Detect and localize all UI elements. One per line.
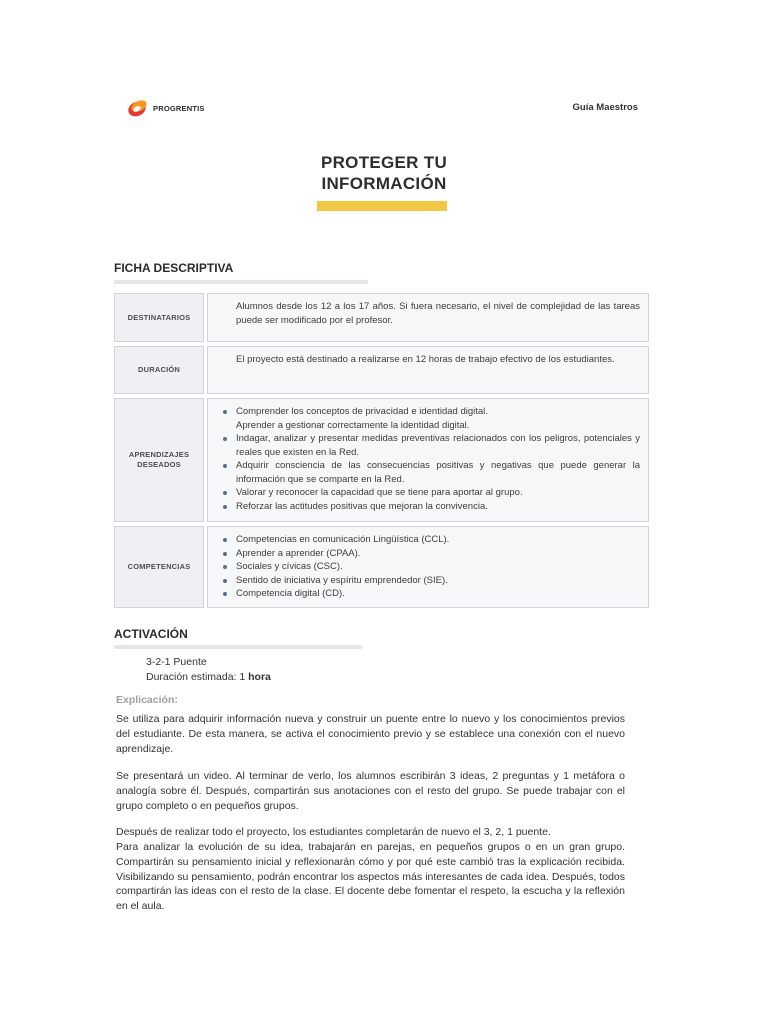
row-content: Alumnos desde los 12 a los 17 años. Si fuera necesario, el nivel de complejidad de las tareas puede ser modificado por el profesor.	[207, 293, 649, 342]
learning-goals-list	[220, 405, 640, 513]
bullet-icon	[223, 464, 227, 468]
explanation-label: Explicación:	[116, 694, 178, 706]
ficha-row-competencias	[114, 526, 649, 608]
bullet-icon	[223, 505, 227, 509]
list-item: Valorar y reconocer la capacidad que se tiene para aportar al grupo.	[220, 486, 640, 500]
row-content	[207, 398, 649, 522]
explanation-paragraph-1: Se utiliza para adquirir información nueva y construir un puente entre lo nuevo y los conocimientos previos del estudiante. De esta manera, se activa el conocimiento previo y se establece una conexión con el nuevo aprendizaje.	[116, 713, 625, 755]
ficha-row-destinatarios	[114, 293, 649, 342]
row-content: El proyecto está destinado a realizarse en 12 horas de trabajo efectivo de los estudiantes.	[207, 346, 649, 394]
row-label-line1: APRENDIZAJES	[128, 450, 190, 459]
bullet-icon	[223, 579, 227, 583]
ficha-row-aprendizajes	[114, 398, 649, 522]
activacion-heading: ACTIVACIÓN	[114, 627, 188, 641]
title-accent-bar	[317, 201, 447, 211]
page-header	[126, 96, 638, 122]
bullet-icon	[223, 565, 227, 569]
row-label-line2: DESEADOS	[137, 460, 181, 469]
list-item: Sociales y cívicas (CSC).	[220, 560, 640, 574]
explanation-paragraph-2: Se presentará un video. Al terminar de verlo, los alumnos escribirán 3 ideas, 2 preguntas y 1 metáfora o analogía sobre él. Después, compartirán sus anotaciones con el resto del grupo. Se puede trabajar con el grupo completo o en pequeños grupos.	[116, 770, 625, 812]
activity-summary	[146, 655, 271, 685]
list-item: Aprender a aprender (CPAA).	[220, 547, 640, 561]
row-label: DURACIÓN	[114, 346, 204, 394]
activacion-heading-rule	[114, 645, 362, 649]
progrentis-logo-icon	[126, 98, 150, 118]
progrentis-logo	[126, 98, 205, 118]
page-title-line1: PROTEGER TU	[320, 153, 448, 172]
logo-text: PROGRENTIS	[153, 103, 205, 113]
list-item: Aprender a gestionar correctamente la identidad digital.	[236, 419, 470, 431]
row-label: DESTINATARIOS	[114, 293, 204, 342]
list-item: Sentido de iniciativa y espíritu emprendedor (SIE).	[220, 574, 640, 588]
list-item: Reforzar las actitudes positivas que mejoran la convivencia.	[220, 500, 640, 514]
competencies-list	[220, 533, 640, 601]
list-item: Indagar, analizar y presentar medidas preventivas relacionados con los peligros, potenciales y reales que existen en la Red.	[220, 432, 640, 459]
bullet-icon	[223, 437, 227, 441]
list-item: Competencias en comunicación Lingüística (CCL).	[220, 533, 640, 547]
row-label: COMPETENCIAS	[114, 526, 204, 608]
bullet-icon	[223, 410, 227, 414]
ficha-heading-rule	[114, 280, 368, 284]
list-item: Comprender los conceptos de privacidad e identidad digital.	[220, 405, 640, 419]
ficha-row-duracion	[114, 346, 649, 394]
list-item: Competencia digital (CD).	[220, 587, 640, 601]
list-item: Adquirir consciencia de las consecuencias positivas y negativas que puede generar la información que se comparte en la Red.	[220, 459, 640, 486]
bullet-icon	[223, 538, 227, 542]
ficha-heading: FICHA DESCRIPTIVA	[114, 261, 234, 275]
bullet-icon	[223, 552, 227, 556]
guide-label: Guía Maestros	[572, 102, 638, 113]
bullet-icon	[223, 592, 227, 596]
activity-name: 3-2-1 Puente	[146, 656, 207, 668]
page-title	[0, 152, 768, 194]
row-label	[114, 398, 204, 522]
bullet-icon	[223, 491, 227, 495]
explanation-paragraph-4: Para analizar la evolución de su idea, trabajarán en parejas, en pequeños grupos o en un gran grupo. Compartirán su pensamiento inicial y reflexionarán cómo y por qué este cambió tras la explicación recibida. Visibilizando su pensamiento, podrán encontrar los aspectos más interesantes de cada idea. Después, todos compartirán las ideas con el resto de la clase. El docente debe fomentar el respeto, la escucha y la reflexión en el aula.	[116, 841, 625, 913]
activity-duration: Duración estimada: 1 hora	[146, 671, 271, 683]
page-title-line2: INFORMACIÓN	[321, 174, 447, 193]
row-content	[207, 526, 649, 608]
explanation-paragraph-3: Después de realizar todo el proyecto, los estudiantes completarán de nuevo el 3, 2, 1 puente.	[116, 826, 551, 838]
